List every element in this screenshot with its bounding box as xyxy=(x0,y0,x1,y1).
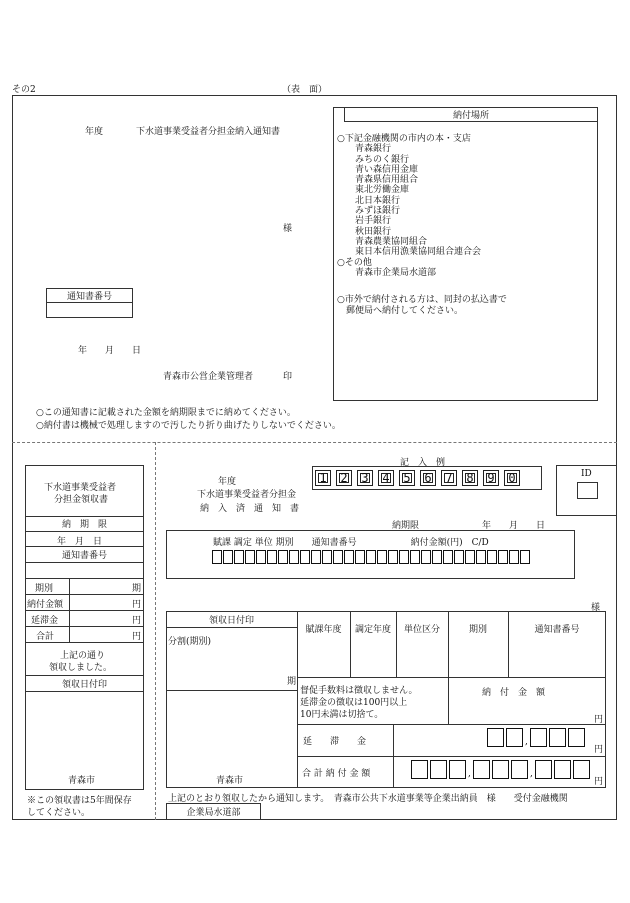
cut-line xyxy=(12,442,617,443)
example-digit: 6 xyxy=(420,470,436,486)
example-digit: 7 xyxy=(441,470,457,486)
slip-title-2: 納 入 済 通 知 書 xyxy=(200,504,300,514)
payplace-note-1: ○市外で納付される方は、同封の払込書で xyxy=(337,295,507,305)
payplace-line: ○その他 xyxy=(337,257,372,268)
late-boxes: , xyxy=(487,728,587,747)
col-header: 通知書番号 xyxy=(534,624,580,635)
payplace-line: 秋田銀行 xyxy=(337,226,392,237)
col-header: 賦課年度 xyxy=(305,624,342,635)
late-en: 円 xyxy=(594,745,604,755)
col-header: 調定年度 xyxy=(354,624,391,635)
receipt-box xyxy=(25,465,144,790)
receipt-title-1: 下水道事業受益者 xyxy=(44,483,117,493)
receipt-row-unit: 円 xyxy=(132,616,142,626)
total-boxes: , , xyxy=(411,760,592,779)
fee-note-3: 10円未満は切捨て。 xyxy=(300,710,384,720)
amount-label: 納 付 金 額 xyxy=(482,688,546,698)
notice-sama: 様 xyxy=(283,224,293,234)
payment-place-title: 納付場所 xyxy=(344,107,598,122)
payplace-line: 青森農業協同組合 xyxy=(337,236,428,247)
receipt-deadline-date: 年 月 日 xyxy=(57,537,103,547)
slip-sama: 様 xyxy=(591,603,601,613)
payplace-line: 岩手銀行 xyxy=(337,216,392,227)
payment-place-list xyxy=(337,134,481,278)
payplace-note-2: 郵便局へ納付してください。 xyxy=(337,306,464,316)
example-digit: 3 xyxy=(357,470,373,486)
notice-date: 年 月 日 xyxy=(78,346,142,356)
receipt-received-2: 領収しました。 xyxy=(49,663,113,673)
receipt-row-unit: 期 xyxy=(132,584,142,594)
receipt-city: 青森市 xyxy=(68,776,96,786)
installment-ki: 期 xyxy=(287,677,297,687)
payplace-line: 東日本信用漁業協同組合連合会 xyxy=(337,247,482,258)
receipt-received-1: 上記の通り xyxy=(60,651,106,661)
ocr-squares xyxy=(212,550,531,564)
receipt-row-unit: 円 xyxy=(132,600,142,610)
receipt-keep-2: してください。 xyxy=(27,808,91,818)
notice-title: 下水道事業受益者分担金納入通知書 xyxy=(136,127,281,137)
slip-deadline-label: 納期限 xyxy=(392,521,420,531)
payplace-line: 青森県信用組合 xyxy=(337,175,419,186)
notice-note-1: ○この通知書に記載された金額を納期限までに納めてください。 xyxy=(36,408,296,418)
total-label: 合 計 納 付 金 額 xyxy=(302,769,371,779)
late-label: 延 滞 金 xyxy=(303,737,367,747)
col-header: 単位区分 xyxy=(403,624,440,635)
payplace-line: みずほ銀行 xyxy=(337,206,401,217)
receipt-deadline-label: 納 期 限 xyxy=(61,520,107,530)
receipt-number-label: 通知書番号 xyxy=(61,550,107,561)
id-label: ID xyxy=(581,469,592,479)
receipt-stamp-label: 領収日付印 xyxy=(61,679,107,690)
slip-dept: 企業局水道部 xyxy=(166,803,261,820)
example-digit: 9 xyxy=(483,470,499,486)
id-field xyxy=(577,482,598,499)
fee-note-1: 督促手数料は徴収しません。 xyxy=(300,686,418,696)
payplace-line: 東北労働金庫 xyxy=(337,185,410,196)
receipt-title-2: 分担金領収書 xyxy=(54,495,109,505)
amount-en: 円 xyxy=(594,715,604,725)
example-digit: 1 xyxy=(315,470,331,486)
receipt-row-unit: 円 xyxy=(132,632,142,642)
ocr-header: 賦課 調定 単位 期別 通知書番号 納付金額(円) C/D xyxy=(213,538,489,548)
fee-note-2: 延滞金の徴収は100円以上 xyxy=(300,698,408,708)
example-digit: 5 xyxy=(399,470,415,486)
notice-note-2: ○納付書は機械で処理しますので汚したり折り曲げたりしないでください。 xyxy=(36,421,341,431)
side-label: （表 面） xyxy=(282,85,328,95)
notice-number-label: 通知書番号 xyxy=(46,288,133,303)
slip-title: 下水道事業受益者分担金 xyxy=(197,490,297,500)
example-digit: 2 xyxy=(336,470,352,486)
notice-seal: 印 xyxy=(283,372,293,382)
installment-label: 分割(期別) xyxy=(168,637,212,647)
receipt-row-label: 合計 xyxy=(36,632,55,642)
notice-issuer: 青森市公営企業管理者 xyxy=(163,372,254,382)
payplace-line: 青森銀行 xyxy=(337,144,392,155)
slip-year: 年度 xyxy=(218,477,237,487)
stub-divider xyxy=(155,442,156,820)
slip-footer: 上記のとおり領収したから通知します。 青森市公共下水道事業等企業出納員 様 受付金融機関 xyxy=(168,794,568,804)
receipt-row-label: 延滞金 xyxy=(31,616,59,626)
slip-city: 青森市 xyxy=(216,776,244,786)
example-digit: 8 xyxy=(462,470,478,486)
notice-year: 年度 xyxy=(85,127,104,137)
receipt-row-label: 期別 xyxy=(35,584,54,594)
form-number: その2 xyxy=(12,85,36,95)
example-digit: 4 xyxy=(378,470,394,486)
payplace-line: 青い森信用金庫 xyxy=(337,164,419,175)
payplace-line: 青森市企業局水道部 xyxy=(337,267,437,278)
col-header: 期別 xyxy=(468,624,487,635)
payplace-line: ○下記金融機関の市内の本・支店 xyxy=(337,134,471,144)
receipt-keep-1: ※この領収書は5年間保存 xyxy=(27,796,132,806)
payplace-line: みちのく銀行 xyxy=(337,154,410,165)
example-label: 記 入 例 xyxy=(400,458,446,468)
notice-number-field xyxy=(46,302,133,318)
slip-stamp-label: 領収日付印 xyxy=(208,615,254,626)
example-digit: 0 xyxy=(504,470,520,486)
total-en: 円 xyxy=(594,777,604,787)
slip-deadline-date: 年 月 日 xyxy=(482,521,546,531)
payplace-line: 北日本銀行 xyxy=(337,195,401,206)
receipt-row-label: 納付金額 xyxy=(27,600,64,610)
